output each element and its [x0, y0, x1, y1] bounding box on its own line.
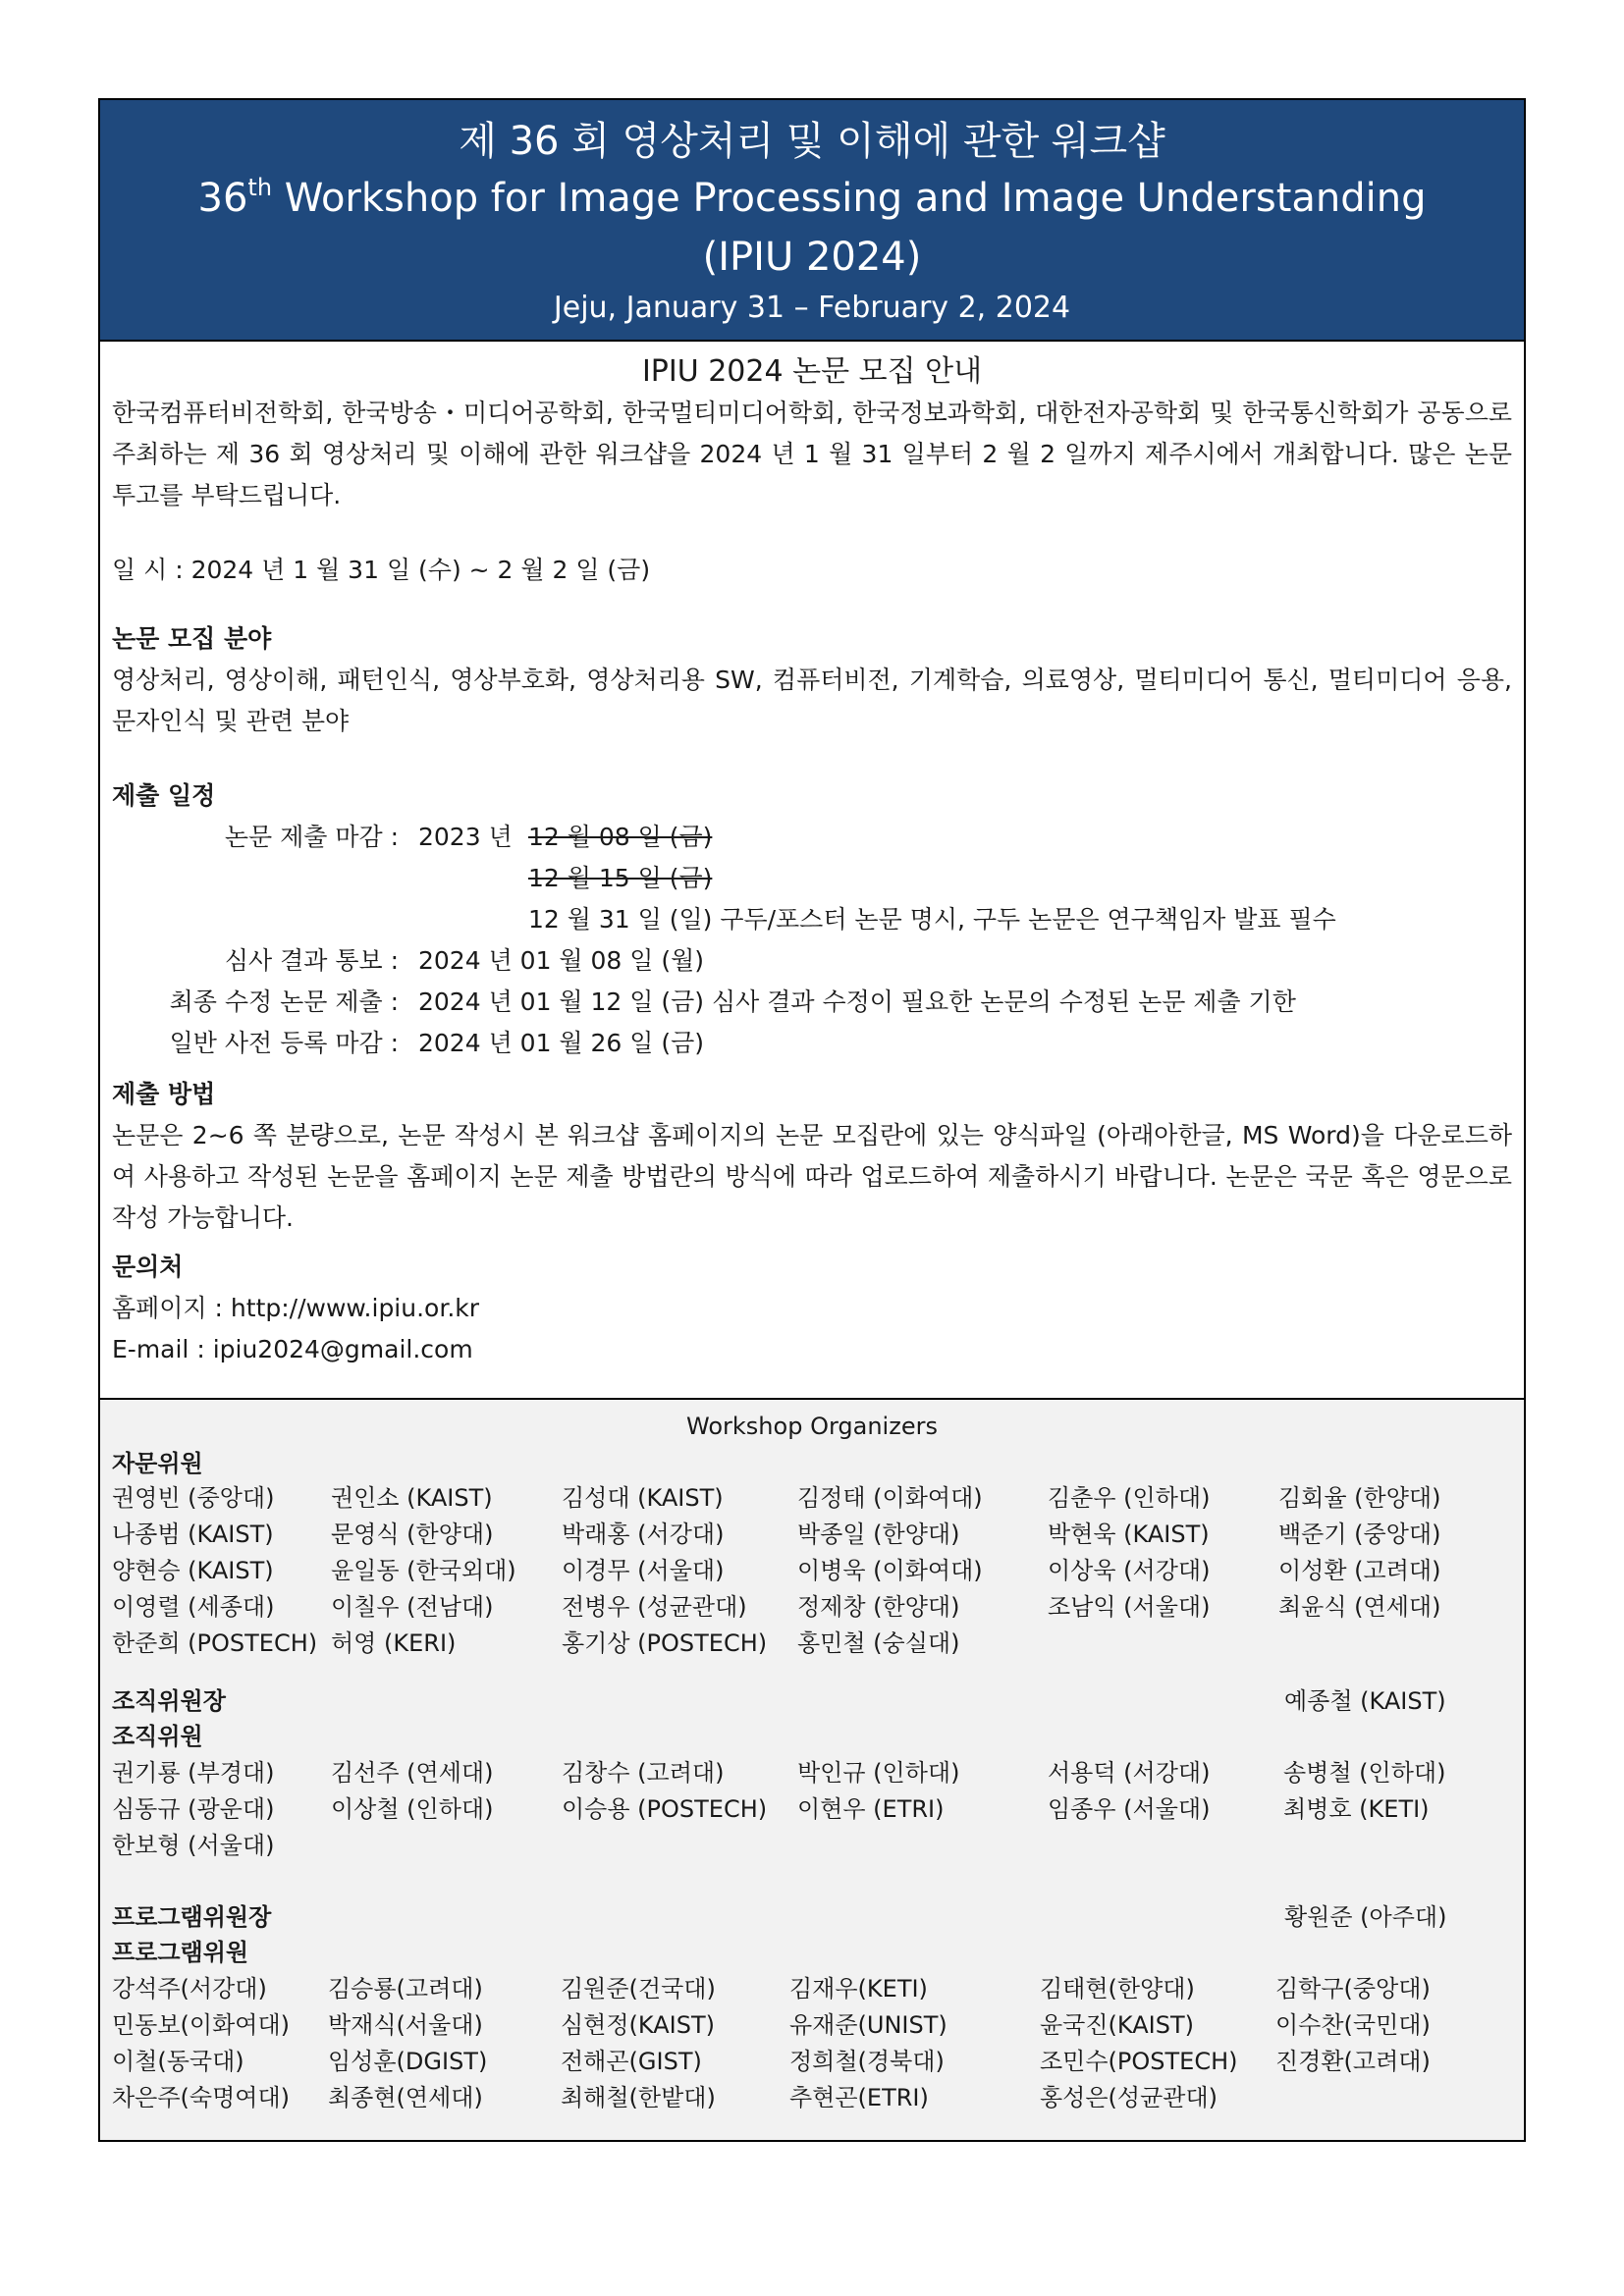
email-line: E-mail : ipiu2024@gmail.com: [112, 1335, 473, 1363]
title-english-ordinal: th: [247, 174, 273, 201]
member-name: 윤국진(KAIST): [1040, 2011, 1194, 2039]
member-name: 이수찬(국민대): [1275, 2011, 1431, 2039]
intro-paragraph: 한국컴퓨터비전학회, 한국방송・미디어공학회, 한국멀티미디어학회, 한국정보과학회, 대한전자공학회 및 한국통신학회가 공동으로 주최하는 제 36 회 영상처리 및 이해에 관한 워크샵을 2024 년 1 월 31 일부터 2 월 2 일까지 제주시에서 개최합니다. 많은 논문 투고를 부탁드립니다.: [112, 399, 1512, 509]
member-name: 홍기상 (POSTECH): [562, 1629, 768, 1657]
member-name: 양현승 (KAIST): [112, 1557, 274, 1584]
contact-heading: 문의처: [112, 1253, 184, 1281]
prog-committee-list: [112, 1971, 1524, 2116]
member-name: 정제창 (한양대): [797, 1593, 960, 1621]
submit-deadline-final: 12 월 31 일 (일) 구두/포스터 논문 명시, 구두 논문은 연구책임자 발표 필수: [528, 905, 1336, 934]
member-name: 민동보(이화여대): [112, 2011, 291, 2039]
member-name: 홍성은(성균관대): [1040, 2084, 1218, 2111]
member-name: 김정태 (이화여대): [797, 1484, 983, 1512]
member-name: 김태현(한양대): [1040, 1975, 1195, 2002]
member-name: 한준희 (POSTECH): [112, 1629, 318, 1657]
submit-deadline-old-1: 12 월 08 일 (금): [528, 823, 713, 851]
member-name: 강석주(서강대): [112, 1975, 267, 2002]
member-name: 임성훈(DGIST): [328, 2048, 488, 2075]
member-name: 한보형 (서울대): [112, 1832, 275, 1859]
member-name: 이상철 (인하대): [331, 1795, 494, 1823]
method-text: 논문은 2~6 쪽 분량으로, 논문 작성시 본 워크샵 홈페이지의 논문 모집란에 있는 양식파일 (아래아한글, MS Word)을 다운로드하여 사용하고 작성된 논문을 홈페이지 논문 제출 방법란의 방식에 따라 업로드하여 제출하시기 바랍니다. 논문은 국문 혹은 영문으로 작성 가능합니다.: [112, 1121, 1512, 1232]
member-name: 박인규 (인하대): [797, 1759, 960, 1787]
member-name: 전병우 (성균관대): [562, 1593, 747, 1621]
member-name: 권영빈 (중앙대): [112, 1484, 275, 1512]
member-name: 김학구(중앙대): [1275, 1975, 1431, 2002]
member-name: 김성대 (KAIST): [562, 1484, 724, 1512]
member-name: 허영 (KERI): [331, 1629, 457, 1657]
member-name: 최종현(연세대): [328, 2084, 483, 2111]
submit-deadline-year: 2023 년: [418, 823, 513, 851]
member-name: 이철(동국대): [112, 2048, 244, 2075]
member-name: 홍민철 (숭실대): [797, 1629, 960, 1657]
prog-committee-heading: 프로그램위원: [112, 1939, 249, 1966]
prog-chair-heading: 프로그램위원장: [112, 1903, 272, 1931]
review-notice-date: 2024 년 01 월 08 일 (월): [418, 946, 705, 975]
title-english-number: 36: [197, 176, 248, 221]
advisory-heading: 자문위원: [112, 1450, 203, 1477]
title-korean: 제 36 회 영상처리 및 이해에 관한 워크샵: [459, 119, 1165, 164]
org-chair-heading: 조직위원장: [112, 1687, 226, 1715]
registration-date: 2024 년 01 월 26 일 (금): [418, 1029, 705, 1057]
final-paper-date: 2024 년 01 월 12 일 (금) 심사 결과 수정이 필요한 논문의 수정된 논문 제출 기한: [418, 988, 1296, 1016]
advisory-list: [112, 1480, 1524, 1662]
member-name: 윤일동 (한국외대): [331, 1557, 516, 1584]
member-name: 최해철(한밭대): [561, 2084, 716, 2111]
member-name: 이현우 (ETRI): [797, 1795, 945, 1823]
member-name: 박래홍 (서강대): [562, 1521, 725, 1548]
submit-deadline-old-2: 12 월 15 일 (금): [528, 864, 713, 892]
member-name: 심현정(KAIST): [561, 2011, 715, 2039]
member-name: 문영식 (한양대): [331, 1521, 494, 1548]
member-name: 백준기 (중앙대): [1278, 1521, 1441, 1548]
review-notice-label: 심사 결과 통보 :: [224, 946, 399, 975]
fields-heading: 논문 모집 분야: [112, 624, 272, 653]
call-for-papers-frame: [98, 98, 1526, 2142]
member-name: 조민수(POSTECH): [1040, 2048, 1238, 2075]
member-name: 송병철 (인하대): [1283, 1759, 1446, 1787]
member-name: 진경환(고려대): [1275, 2048, 1431, 2075]
member-name: 이성환 (고려대): [1278, 1557, 1441, 1584]
event-date-line: 일 시 : 2024 년 1 월 31 일 (수) ~ 2 월 2 일 (금): [112, 556, 651, 584]
member-name: 이경무 (서울대): [562, 1557, 725, 1584]
submit-deadline-label: 논문 제출 마감 :: [224, 823, 399, 851]
member-name: 차은주(숙명여대): [112, 2084, 291, 2111]
member-name: 서용덕 (서강대): [1048, 1759, 1211, 1787]
schedule-heading: 제출 일정: [112, 781, 216, 810]
org-chair-name: 예종철 (KAIST): [1284, 1687, 1446, 1715]
member-name: 이상욱 (서강대): [1048, 1557, 1211, 1584]
organizers-title: Workshop Organizers: [686, 1413, 938, 1440]
org-committee-heading: 조직위원: [112, 1723, 203, 1750]
member-name: 김창수 (고려대): [562, 1759, 725, 1787]
member-name: 전해곤(GIST): [561, 2048, 702, 2075]
member-name: 김회율 (한양대): [1278, 1484, 1441, 1512]
member-name: 이승용 (POSTECH): [562, 1795, 768, 1823]
member-name: 임종우 (서울대): [1048, 1795, 1211, 1823]
member-name: 김재우(KETI): [789, 1975, 928, 2002]
final-paper-label: 최종 수정 논문 제출 :: [169, 988, 399, 1016]
title-english-text: Workshop for Image Processing and Image Understanding: [272, 176, 1427, 221]
member-name: 박종일 (한양대): [797, 1521, 960, 1548]
member-name: 이칠우 (전남대): [331, 1593, 494, 1621]
notice-title: IPIU 2024 논문 모집 안내: [641, 354, 983, 389]
homepage-line: 홈페이지 : http://www.ipiu.or.kr: [112, 1294, 480, 1322]
member-name: 김춘우 (인하대): [1048, 1484, 1211, 1512]
member-name: 이병욱 (이화여대): [797, 1557, 983, 1584]
member-name: 권기룡 (부경대): [112, 1759, 275, 1787]
member-name: 최병호 (KETI): [1283, 1795, 1430, 1823]
member-name: 권인소 (KAIST): [331, 1484, 493, 1512]
header-banner: [100, 100, 1524, 342]
prog-chair-name: 황원준 (아주대): [1284, 1903, 1447, 1931]
title-abbreviation: (IPIU 2024): [702, 235, 922, 280]
member-name: 유재준(UNIST): [789, 2011, 947, 2039]
org-committee-list: [112, 1755, 1524, 1864]
member-name: 박현욱 (KAIST): [1048, 1521, 1210, 1548]
event-location-date: Jeju, January 31 – February 2, 2024: [553, 291, 1071, 325]
title-english: [100, 173, 1524, 224]
method-heading: 제출 방법: [112, 1080, 216, 1108]
member-name: 김승룡(고려대): [328, 1975, 483, 2002]
organizers-section: [100, 1398, 1524, 2140]
member-name: 김원준(건국대): [561, 1975, 716, 2002]
member-name: 심동규 (광운대): [112, 1795, 275, 1823]
member-name: 조남익 (서울대): [1048, 1593, 1211, 1621]
fields-text: 영상처리, 영상이해, 패턴인식, 영상부호화, 영상처리용 SW, 컴퓨터비전, 기계학습, 의료영상, 멀티미디어 통신, 멀티미디어 응용, 문자인식 및 관련 분야: [112, 666, 1512, 735]
member-name: 이영렬 (세종대): [112, 1593, 275, 1621]
member-name: 최윤식 (연세대): [1278, 1593, 1441, 1621]
member-name: 김선주 (연세대): [331, 1759, 494, 1787]
member-name: 박재식(서울대): [328, 2011, 483, 2039]
member-name: 나종범 (KAIST): [112, 1521, 274, 1548]
member-name: 정희철(경북대): [789, 2048, 945, 2075]
member-name: 추현곤(ETRI): [789, 2084, 929, 2111]
registration-label: 일반 사전 등록 마감 :: [169, 1029, 399, 1057]
